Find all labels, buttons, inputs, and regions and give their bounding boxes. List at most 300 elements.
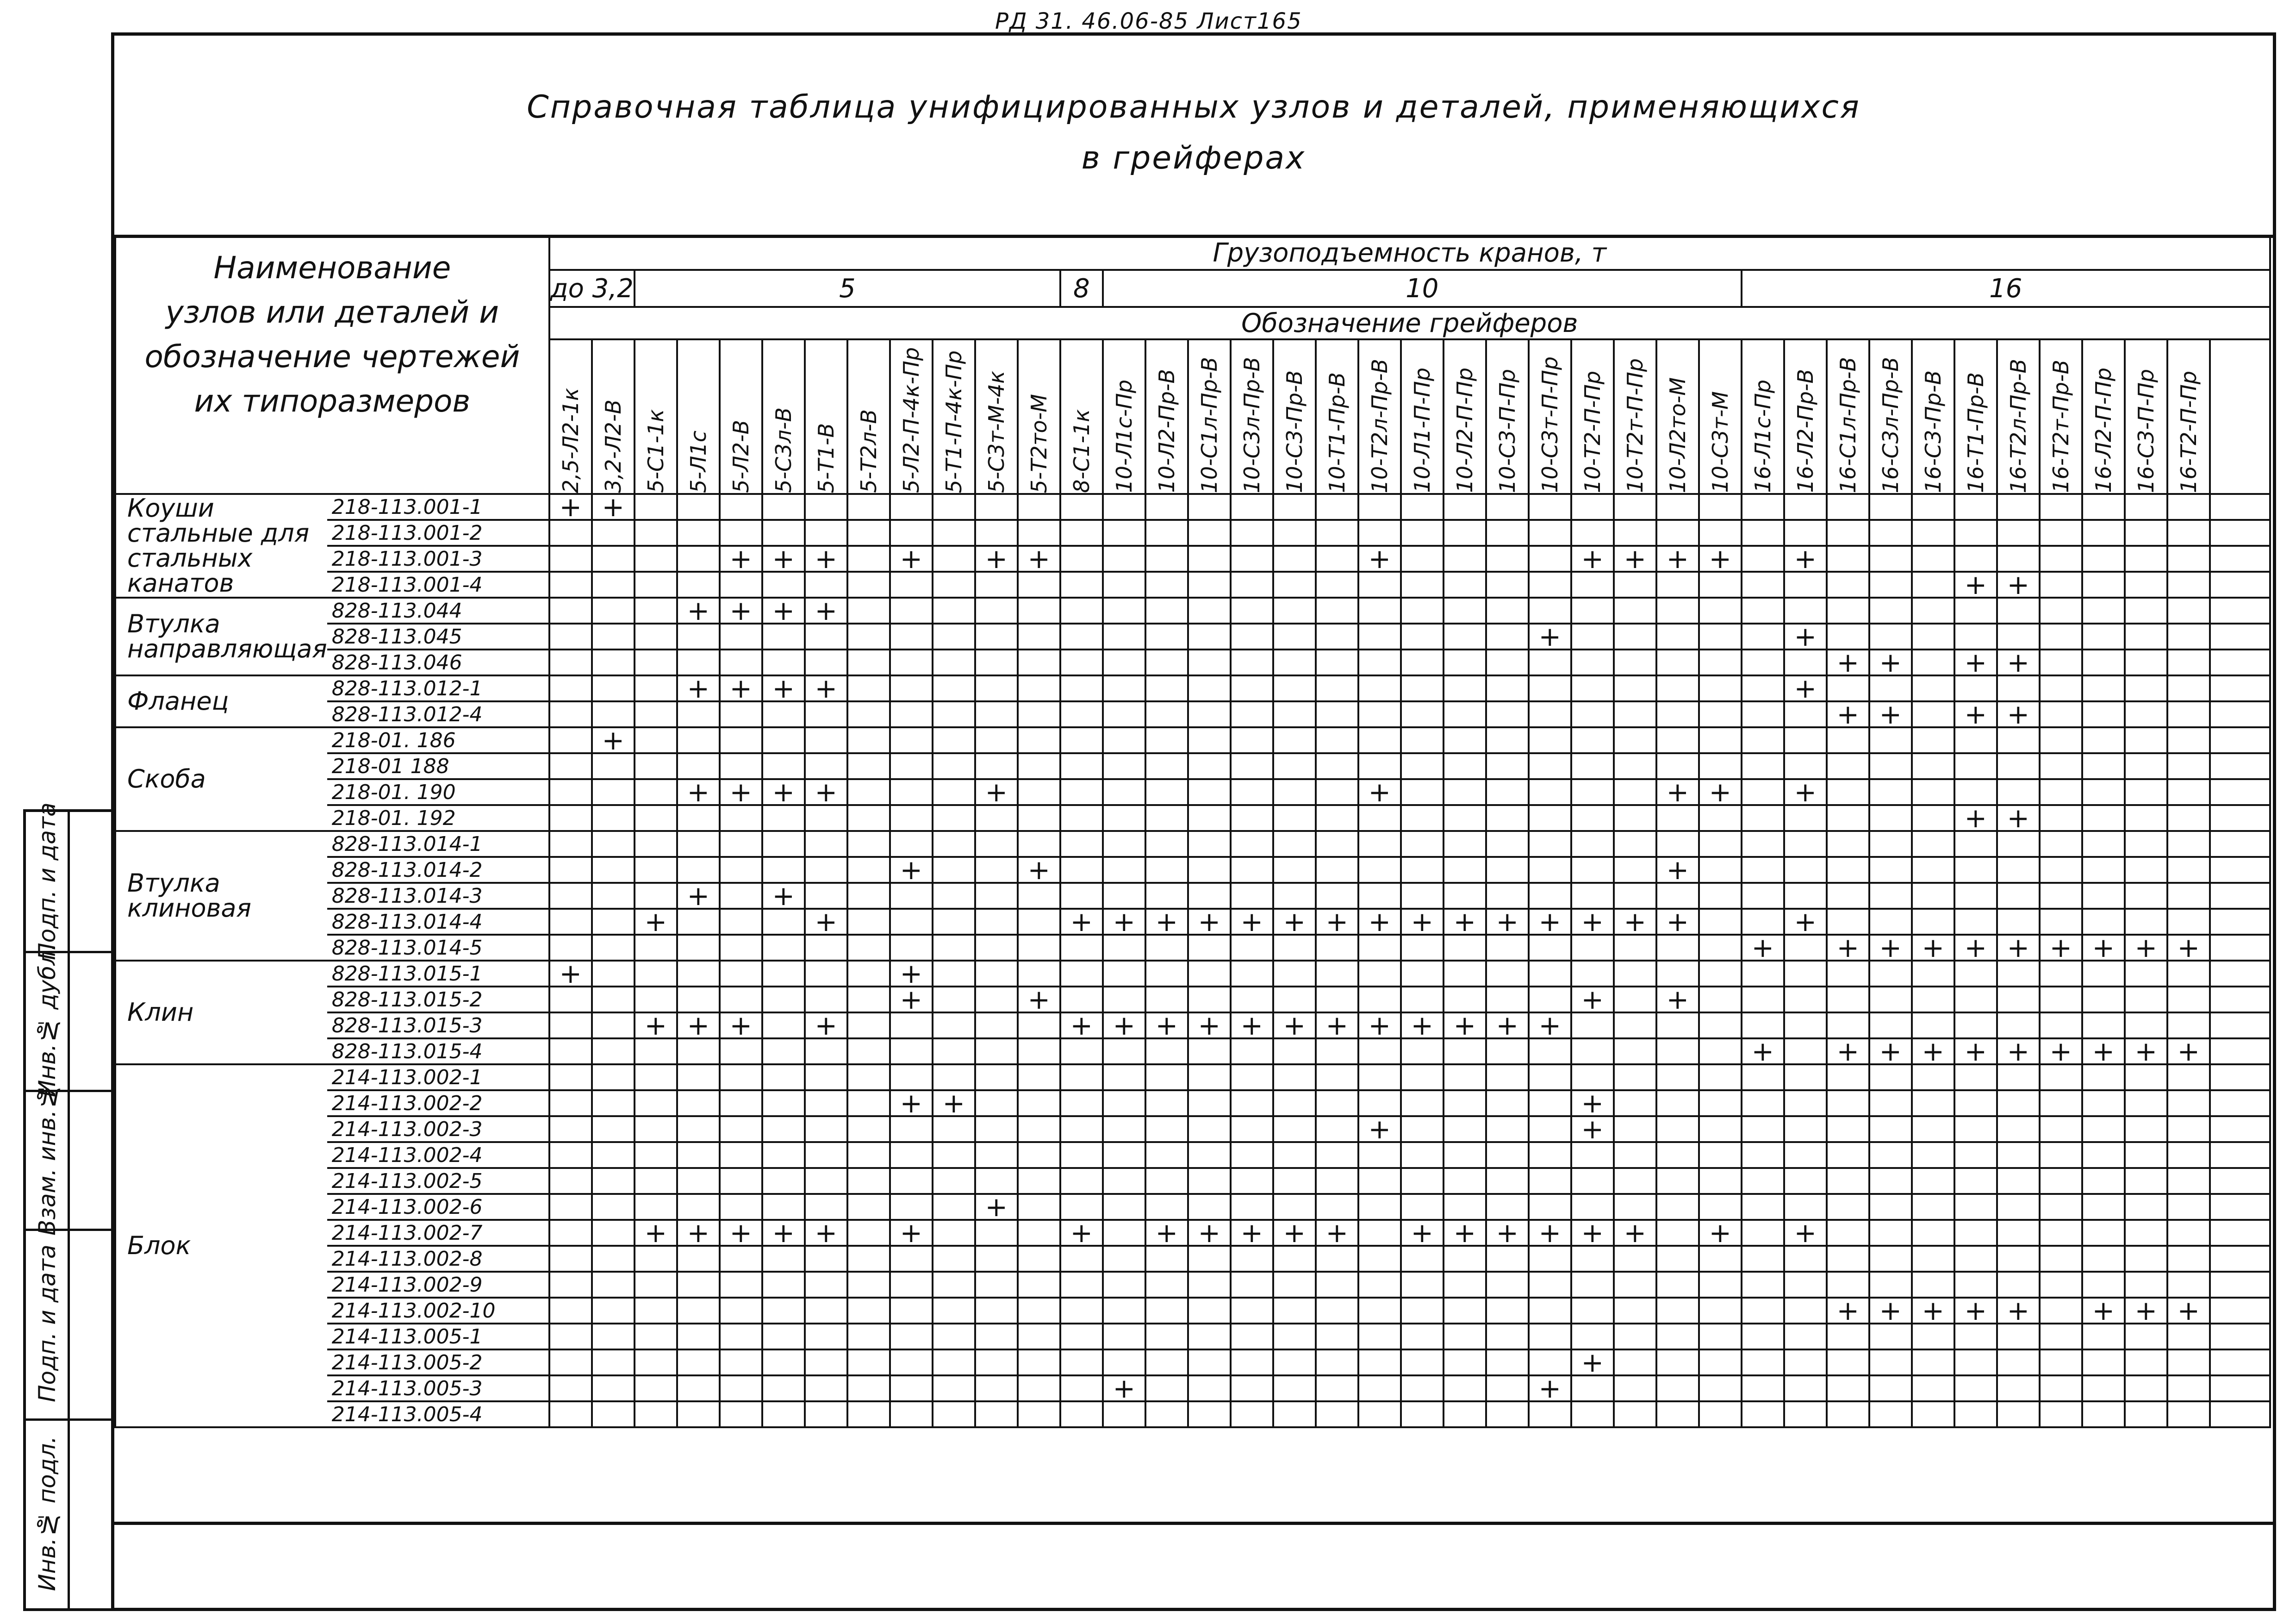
empty-cell (847, 1324, 890, 1349)
drawing-code: 828-113.045 (327, 624, 549, 650)
applicability-mark: + (1827, 1298, 1869, 1324)
applicability-mark: + (720, 779, 762, 805)
empty-cell (1444, 987, 1486, 1012)
empty-cell (1742, 1168, 1784, 1194)
empty-cell (1784, 883, 1827, 909)
empty-cell (1401, 753, 1444, 779)
empty-cell (805, 857, 847, 883)
item-group-name-line: Скоба (127, 764, 206, 793)
empty-cell (2040, 650, 2082, 675)
empty-cell (1571, 935, 1614, 961)
table-row (115, 779, 2270, 805)
applicability-mark: + (677, 1220, 720, 1246)
empty-cell (762, 987, 805, 1012)
applicability-mark: + (762, 546, 805, 572)
grab-designation-label: 16-Т2л-Пр-В (2005, 358, 2031, 493)
empty-cell (2167, 701, 2210, 727)
empty-cell (1273, 883, 1316, 909)
grab-designation-label: 10-Л1-П-Пр (1409, 368, 1435, 493)
empty-cell (1742, 546, 1784, 572)
applicability-mark: + (1401, 1220, 1444, 1246)
empty-cell (2167, 675, 2210, 701)
empty-cell (1571, 624, 1614, 650)
empty-cell (933, 1142, 975, 1168)
grab-designation-column (2082, 339, 2125, 494)
empty-cell (1316, 1324, 1358, 1349)
applicability-mark: + (1486, 1012, 1529, 1038)
empty-cell (1571, 1298, 1614, 1324)
empty-cell (1358, 1090, 1401, 1116)
empty-cell (1954, 1194, 1997, 1220)
empty-cell (1614, 701, 1656, 727)
applicability-mark: + (1954, 650, 1997, 675)
empty-cell (805, 1116, 847, 1142)
empty-cell (805, 805, 847, 831)
empty-cell (1656, 831, 1699, 857)
empty-cell (2125, 494, 2167, 520)
empty-cell (1145, 1064, 1188, 1090)
empty-cell (890, 1401, 933, 1427)
drawing-code: 214-113.002-9 (327, 1272, 549, 1298)
empty-cell (720, 935, 762, 961)
grab-designation-label: 10-Т2т-П-Пр (1622, 358, 1648, 493)
empty-cell (933, 1064, 975, 1090)
empty-cell (1358, 1272, 1401, 1298)
empty-cell (2210, 1246, 2270, 1272)
empty-cell (1656, 494, 1699, 520)
drawing-code: 828-113.014-2 (327, 857, 549, 883)
empty-cell (1273, 1038, 1316, 1064)
empty-cell (975, 727, 1018, 753)
grab-designation-label: 16-Т2-П-Пр (2176, 370, 2201, 493)
empty-cell (975, 624, 1018, 650)
grab-designation-column (677, 339, 720, 494)
empty-cell (592, 1246, 635, 1272)
empty-cell (2082, 1012, 2125, 1038)
empty-cell (890, 883, 933, 909)
empty-cell (720, 1401, 762, 1427)
empty-cell (2167, 753, 2210, 779)
empty-cell (677, 1246, 720, 1272)
empty-cell (1444, 1272, 1486, 1298)
empty-cell (1273, 1194, 1316, 1220)
empty-cell (1145, 572, 1188, 598)
empty-cell (1444, 883, 1486, 909)
empty-cell (933, 779, 975, 805)
empty-cell (762, 1038, 805, 1064)
drawing-code: 828-113.015-4 (327, 1038, 549, 1064)
empty-cell (1656, 1324, 1699, 1349)
grab-designation-label: 10-С3т-М (1707, 391, 1733, 493)
title-line-1: Справочная таблица унифицированных узлов и деталей, применяющихся (527, 89, 1860, 125)
empty-cell (890, 1064, 933, 1090)
capacity-group: 8 (1060, 270, 1103, 307)
empty-cell (1784, 598, 1827, 624)
empty-cell (1188, 1298, 1231, 1324)
empty-cell (2210, 1375, 2270, 1401)
empty-cell (975, 1090, 1018, 1116)
empty-cell (1188, 1142, 1231, 1168)
empty-cell (1018, 961, 1060, 987)
empty-cell (1954, 909, 1997, 935)
empty-cell (1444, 520, 1486, 546)
empty-cell (1401, 935, 1444, 961)
empty-cell (1997, 1194, 2040, 1220)
empty-cell (1060, 1324, 1103, 1349)
empty-cell (592, 961, 635, 987)
empty-cell (1018, 1272, 1060, 1298)
empty-cell (1486, 546, 1529, 572)
drawing-code: 214-113.002-3 (327, 1116, 549, 1142)
empty-cell (1188, 935, 1231, 961)
capacity-header: Грузоподъемность кранов, т (549, 236, 2270, 270)
empty-cell (2082, 1090, 2125, 1116)
applicability-mark: + (677, 598, 720, 624)
drawing-code: 828-113.014-1 (327, 831, 549, 857)
empty-cell (1188, 1272, 1231, 1298)
empty-cell (592, 805, 635, 831)
empty-cell (805, 1064, 847, 1090)
empty-cell (1529, 883, 1571, 909)
applicability-mark: + (1444, 1012, 1486, 1038)
applicability-mark: + (1997, 805, 2040, 831)
empty-cell (933, 598, 975, 624)
empty-cell (2040, 883, 2082, 909)
empty-cell (1784, 935, 1827, 961)
empty-cell (1018, 572, 1060, 598)
grab-designation-label: 10-С3л-Пр-В (1239, 356, 1264, 493)
empty-cell (1316, 624, 1358, 650)
empty-cell (1656, 624, 1699, 650)
empty-cell (1656, 805, 1699, 831)
empty-cell (635, 1375, 677, 1401)
empty-cell (762, 572, 805, 598)
empty-cell (1784, 1012, 1827, 1038)
empty-cell (592, 624, 635, 650)
empty-cell (1486, 1064, 1529, 1090)
empty-cell (1912, 831, 1954, 857)
empty-cell (1784, 1116, 1827, 1142)
empty-cell (1954, 1012, 1997, 1038)
empty-cell (592, 1116, 635, 1142)
grab-designation-label: 16-С3л-Пр-В (1878, 356, 1903, 493)
empty-cell (1954, 1246, 1997, 1272)
drawing-code: 828-113.014-4 (327, 909, 549, 935)
applicability-mark: + (1529, 1375, 1571, 1401)
empty-cell (805, 753, 847, 779)
empty-cell (975, 883, 1018, 909)
empty-cell (1827, 831, 1869, 857)
empty-cell (677, 520, 720, 546)
applicability-mark: + (805, 546, 847, 572)
applicability-mark: + (677, 1012, 720, 1038)
empty-cell (933, 1324, 975, 1349)
drawing-code: 218-01. 190 (327, 779, 549, 805)
grab-designation-column (805, 339, 847, 494)
empty-cell (549, 624, 592, 650)
empty-cell (1018, 779, 1060, 805)
applicability-mark: + (2040, 935, 2082, 961)
empty-cell (2210, 650, 2270, 675)
name-header-line: Наименование (213, 250, 451, 286)
empty-cell (677, 1349, 720, 1375)
grab-designation-label: 5-С1-1к (643, 409, 668, 493)
empty-cell (1912, 1220, 1954, 1246)
empty-cell (1912, 520, 1954, 546)
applicability-mark: + (1614, 546, 1656, 572)
empty-cell (2167, 1116, 2210, 1142)
table-row (115, 1012, 2270, 1038)
empty-cell (1869, 494, 1912, 520)
empty-cell (1699, 1064, 1742, 1090)
empty-cell (1103, 1272, 1145, 1298)
empty-cell (592, 1349, 635, 1375)
empty-cell (1060, 1401, 1103, 1427)
empty-cell (549, 572, 592, 598)
empty-cell (2082, 1220, 2125, 1246)
empty-cell (1912, 1272, 1954, 1298)
empty-cell (805, 1090, 847, 1116)
empty-cell (762, 1298, 805, 1324)
empty-cell (2082, 883, 2125, 909)
grab-designation-column (1273, 339, 1316, 494)
empty-cell (890, 598, 933, 624)
empty-cell (1103, 1090, 1145, 1116)
table-row (115, 1194, 2270, 1220)
empty-cell (1827, 1090, 1869, 1116)
grab-designation-column (1486, 339, 1529, 494)
empty-cell (1018, 1375, 1060, 1401)
empty-cell (1145, 831, 1188, 857)
empty-cell (1529, 701, 1571, 727)
empty-cell (1614, 1194, 1656, 1220)
empty-cell (1869, 779, 1912, 805)
applicability-mark: + (1486, 909, 1529, 935)
empty-cell (1188, 857, 1231, 883)
empty-cell (1529, 572, 1571, 598)
empty-cell (1060, 805, 1103, 831)
applicability-mark: + (635, 909, 677, 935)
empty-cell (2210, 494, 2270, 520)
empty-cell (1273, 961, 1316, 987)
empty-cell (1614, 1246, 1656, 1272)
applicability-mark: + (1358, 779, 1401, 805)
empty-cell (2210, 779, 2270, 805)
empty-cell (1742, 1116, 1784, 1142)
empty-cell (2125, 598, 2167, 624)
empty-cell (2167, 1272, 2210, 1298)
empty-cell (1188, 675, 1231, 701)
empty-cell (1827, 961, 1869, 987)
empty-cell (1060, 1194, 1103, 1220)
empty-cell (1444, 753, 1486, 779)
applicability-mark: + (1742, 935, 1784, 961)
empty-cell (1018, 753, 1060, 779)
empty-cell (805, 883, 847, 909)
empty-cell (1145, 494, 1188, 520)
grab-designation-column (1571, 339, 1614, 494)
empty-cell (1273, 857, 1316, 883)
empty-cell (1912, 572, 1954, 598)
empty-cell (1784, 572, 1827, 598)
drawing-code: 218-113.001-1 (327, 494, 549, 520)
grab-designation-column (1912, 339, 1954, 494)
empty-cell (1401, 779, 1444, 805)
empty-cell (890, 1272, 933, 1298)
empty-cell (1231, 1194, 1273, 1220)
empty-cell (1103, 1401, 1145, 1427)
applicability-mark: + (1869, 650, 1912, 675)
empty-cell (2167, 598, 2210, 624)
empty-cell (890, 727, 933, 753)
empty-cell (1742, 727, 1784, 753)
applicability-mark: + (890, 987, 933, 1012)
grab-designation-label: 10-С3т-П-Пр (1537, 356, 1562, 493)
empty-cell (1954, 675, 1997, 701)
empty-cell (549, 1012, 592, 1038)
empty-cell (1699, 753, 1742, 779)
empty-cell (1486, 1038, 1529, 1064)
empty-cell (1699, 1272, 1742, 1298)
empty-cell (1571, 1012, 1614, 1038)
empty-cell (720, 727, 762, 753)
empty-cell (1316, 598, 1358, 624)
empty-cell (847, 675, 890, 701)
item-group-name-line: Втулка (127, 868, 220, 898)
empty-cell (1997, 1090, 2040, 1116)
empty-cell (1571, 779, 1614, 805)
table-row (115, 1220, 2270, 1246)
empty-cell (1997, 1142, 2040, 1168)
empty-cell (1103, 831, 1145, 857)
table-row (115, 961, 2270, 987)
empty-cell (847, 1246, 890, 1272)
empty-cell (933, 961, 975, 987)
empty-cell (1827, 1064, 1869, 1090)
empty-cell (2125, 1194, 2167, 1220)
empty-cell (890, 520, 933, 546)
empty-cell (720, 1168, 762, 1194)
grab-designation-label: 3,2-Л2-В (600, 400, 626, 493)
empty-cell (1231, 1090, 1273, 1116)
empty-cell (2040, 961, 2082, 987)
drawing-code: 218-113.001-4 (327, 572, 549, 598)
empty-cell (1145, 1090, 1188, 1116)
applicability-mark: + (1656, 987, 1699, 1012)
empty-cell (933, 1272, 975, 1298)
item-group-name (115, 961, 327, 1064)
empty-cell (1444, 624, 1486, 650)
empty-cell (762, 1246, 805, 1272)
empty-cell (1997, 675, 2040, 701)
empty-cell (635, 1038, 677, 1064)
empty-cell (1060, 727, 1103, 753)
empty-cell (720, 1298, 762, 1324)
empty-cell (975, 1064, 1018, 1090)
empty-cell (1103, 987, 1145, 1012)
applicability-mark: + (762, 883, 805, 909)
empty-cell (1656, 883, 1699, 909)
empty-cell (975, 1168, 1018, 1194)
empty-cell (549, 1090, 592, 1116)
applicability-mark: + (1912, 1298, 1954, 1324)
empty-cell (890, 1116, 933, 1142)
empty-cell (1018, 805, 1060, 831)
empty-cell (2125, 779, 2167, 805)
empty-cell (1018, 1401, 1060, 1427)
empty-cell (1188, 1324, 1231, 1349)
empty-cell (2125, 753, 2167, 779)
applicability-mark: + (1273, 1012, 1316, 1038)
applicability-mark: + (677, 675, 720, 701)
grab-designation-label: 8-С1-1к (1069, 409, 1094, 493)
table-row (115, 572, 2270, 598)
empty-cell (1486, 1401, 1529, 1427)
applicability-mark: + (1656, 909, 1699, 935)
grab-designation-label: 16-С3-П-Пр (2133, 369, 2159, 493)
empty-cell (890, 831, 933, 857)
empty-cell (1358, 675, 1401, 701)
empty-cell (2167, 624, 2210, 650)
applicability-mark: + (762, 1220, 805, 1246)
empty-cell (1018, 727, 1060, 753)
empty-cell (1486, 1090, 1529, 1116)
empty-cell (1529, 1194, 1571, 1220)
empty-cell (1103, 883, 1145, 909)
empty-cell (1827, 779, 1869, 805)
empty-cell (1145, 675, 1188, 701)
applicability-mark: + (1571, 987, 1614, 1012)
item-group-name-line: Фланец (127, 687, 229, 716)
empty-cell (1316, 831, 1358, 857)
empty-cell (1997, 1168, 2040, 1194)
item-group-name (115, 598, 327, 675)
empty-cell (762, 909, 805, 935)
applicability-mark: + (1784, 624, 1827, 650)
applicability-mark: + (1997, 935, 2040, 961)
empty-cell (1784, 1090, 1827, 1116)
empty-cell (1273, 727, 1316, 753)
empty-cell (1273, 1142, 1316, 1168)
empty-cell (635, 650, 677, 675)
empty-cell (1784, 1375, 1827, 1401)
empty-cell (549, 598, 592, 624)
empty-cell (1742, 961, 1784, 987)
empty-cell (2040, 494, 2082, 520)
empty-cell (1997, 961, 2040, 987)
empty-cell (1571, 675, 1614, 701)
empty-cell (677, 857, 720, 883)
empty-cell (592, 1064, 635, 1090)
empty-cell (890, 909, 933, 935)
grab-designation-label: 5-Т2то-М (1026, 394, 1052, 493)
applicability-mark: + (592, 494, 635, 520)
grab-designation-column (2040, 339, 2082, 494)
empty-cell (1316, 650, 1358, 675)
empty-cell (1486, 598, 1529, 624)
empty-cell (2210, 1168, 2270, 1194)
empty-cell (933, 1298, 975, 1324)
empty-cell (2040, 598, 2082, 624)
empty-cell (1401, 624, 1444, 650)
empty-cell (1145, 1194, 1188, 1220)
grab-designation-label: 5-Т1-П-4к-Пр (941, 350, 966, 493)
empty-cell (1188, 1038, 1231, 1064)
grab-designation-column (1656, 339, 1699, 494)
table-row (115, 1298, 2270, 1324)
grab-designation-label: 2,5-Л2-1к (558, 387, 583, 493)
empty-cell (1060, 857, 1103, 883)
